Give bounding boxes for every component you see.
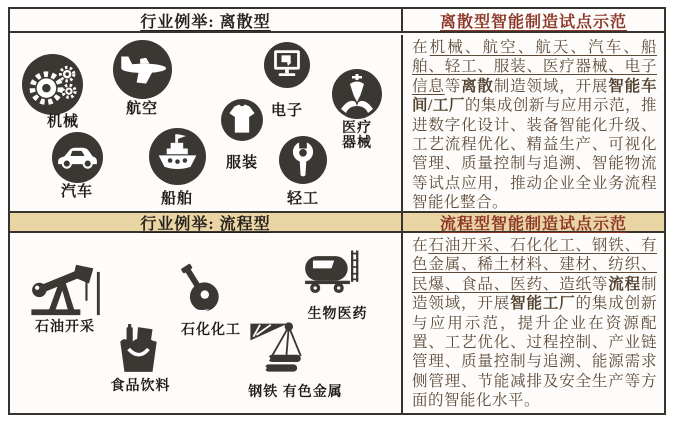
- process-content-row: [10, 233, 664, 413]
- process-pilot-header-text: 流程型智能制造试点示范: [439, 215, 627, 233]
- industry-label: 石油开采: [35, 320, 95, 335]
- industry-label: 钢铁 有色金属: [248, 385, 343, 400]
- pumpjack-icon: [22, 246, 107, 318]
- wrench-icon: [279, 136, 327, 184]
- discrete-icons-panel: [10, 35, 403, 211]
- discrete-description-cell: [403, 35, 664, 211]
- discrete-pilot-header: [403, 9, 664, 31]
- industry-label: 电子: [270, 103, 303, 119]
- industry-label: 石化化工: [181, 323, 241, 338]
- tshirt-icon: [221, 99, 263, 141]
- process-pilot-header: [403, 213, 664, 231]
- tanker-truck-icon: [294, 246, 370, 302]
- process-header-row: [10, 211, 664, 233]
- flask-icon: [170, 258, 230, 324]
- discrete-description: 在机械、航空、航天、汽车、船舶、轻工、服装、医疗器械、电子信息等离散制造领域，开展智能车间/工厂的集成创新与应用示范，推进数字化设计、装备智能化升级、工艺流程优化、精益生产、可视化管理、质量控制与追溯、智能物流等试点应用，推动企业全业务流程智能化整合。: [412, 39, 657, 212]
- industry-label: 机械: [46, 114, 79, 130]
- discrete-pilot-header-text: 离散型智能制造试点示范: [439, 13, 627, 31]
- industry-label: 汽车: [60, 184, 93, 200]
- discrete-content-row: [10, 35, 664, 211]
- process-examples-header-text: 行业例举: 流程型: [140, 215, 271, 233]
- airplane-icon: [113, 40, 172, 99]
- industry-label: 船舶: [160, 191, 193, 207]
- crane-icon: [248, 320, 308, 380]
- process-description: 在石油开采、石化化工、钢铁、有色金属、稀土材料、建材、纺织、民爆、食品、医药、造纸等流程制造领域，开展智能工厂的集成创新与应用示范，提升企业在资源配置、工艺优化、过程控制、产业链管理、质量控制与追溯、能源需求侧管理、节能减排及安全生产等方面的智能化水平。: [412, 237, 657, 410]
- discrete-header-row: [10, 9, 664, 33]
- industry-label: 医疗器械: [342, 121, 372, 151]
- industry-label: 轻工: [286, 191, 319, 207]
- grocery-bag-icon: [113, 318, 165, 380]
- process-icons-panel: [10, 233, 403, 413]
- discrete-examples-header: [10, 9, 403, 31]
- process-examples-header: [10, 213, 403, 231]
- table-frame: [8, 7, 666, 415]
- medical-tool-icon: [332, 69, 382, 119]
- industry-label: 生物医药: [307, 307, 368, 322]
- process-description-cell: [403, 233, 664, 413]
- car-icon: [52, 132, 103, 183]
- industry-label: 航空: [125, 101, 158, 117]
- discrete-examples-header-text: 行业例举: 离散型: [140, 13, 271, 31]
- industry-label: 食品饮料: [110, 379, 171, 394]
- monitor-icon: [264, 42, 310, 88]
- gears-icon: [22, 54, 83, 115]
- industry-label: 服装: [225, 155, 258, 171]
- ship-icon: [149, 128, 206, 185]
